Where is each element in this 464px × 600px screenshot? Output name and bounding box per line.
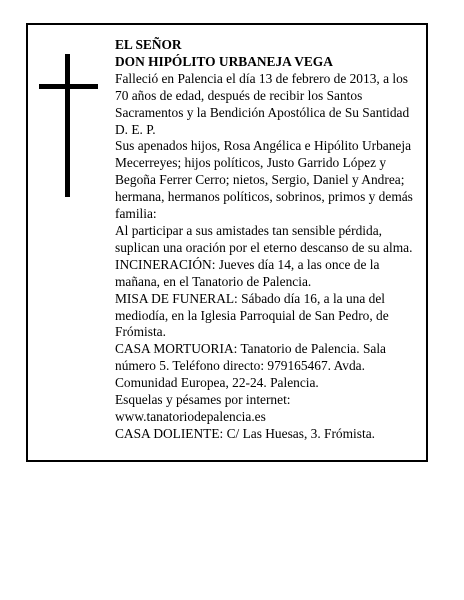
notice-line: Mecerreyes; hijos políticos, Justo Garrido López y	[115, 155, 387, 171]
notice-line: Sus apenados hijos, Rosa Angélica e Hipólito Urbaneja	[115, 138, 412, 154]
notice-line: suplican una oración por el eterno descanso de su alma.	[115, 239, 413, 255]
notice-line: INCINERACIÓN: Jueves día 14, a las once de la	[115, 256, 380, 272]
notice-line: Esquelas y pésames por internet:	[115, 392, 291, 408]
notice-line: MISA DE FUNERAL: Sábado día 16, a la una del	[115, 290, 386, 306]
notice-line: Begoña Ferrer Cerro; nietos, Sergio, Daniel y Andrea;	[115, 172, 405, 188]
notice-line: Falleció en Palencia el día 13 de febrero de 2013, a los	[115, 70, 408, 86]
notice-line: familia:	[115, 206, 157, 222]
notice-line: número 5. Teléfono directo: 979165467. Avda.	[115, 358, 365, 374]
notice-line: Frómista.	[115, 324, 166, 340]
cross-icon-horizontal-bar	[39, 84, 98, 89]
obituary-text	[115, 37, 435, 443]
deceased-name: DON HIPÓLITO URBANEJA VEGA	[115, 53, 333, 69]
notice-line: CASA MORTUORIA: Tanatorio de Palencia. Sala	[115, 341, 386, 357]
notice-line: Comunidad Europea, 22-24. Palencia.	[115, 375, 319, 391]
notice-line: mañana, en el Tanatorio de Palencia.	[115, 273, 312, 289]
notice-line: CASA DOLIENTE: C/ Las Huesas, 3. Frómista.	[115, 425, 375, 441]
website-link-text: www.tanatoriodepalencia.es	[115, 408, 266, 424]
deceased-title: EL SEÑOR	[115, 37, 182, 52]
cross-icon-vertical-bar	[65, 54, 70, 197]
notice-line: Al participar a sus amistades tan sensible pérdida,	[115, 222, 382, 238]
notice-line: hermana, hermanos políticos, sobrinos, primos y demás	[115, 189, 413, 205]
notice-line: 70 años de edad, después de recibir los Santos	[115, 87, 363, 103]
notice-line: D. E. P.	[115, 121, 156, 137]
notice-line: mediodía, en la Iglesia Parroquial de San Pedro, de	[115, 307, 389, 323]
notice-line: Sacramentos y la Bendición Apostólica de Su Santidad	[115, 104, 410, 120]
